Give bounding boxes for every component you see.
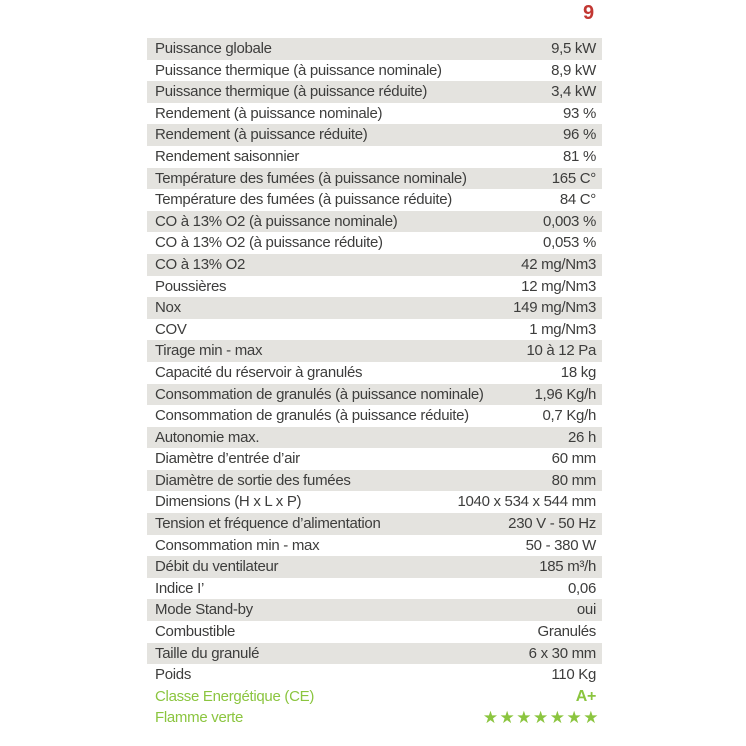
row-value: 1,96 Kg/h (534, 385, 596, 403)
table-row (147, 124, 602, 146)
row-value: 0,003 % (543, 212, 596, 230)
row-label: Mode Stand-by (155, 601, 253, 619)
row-value: Granulés (537, 623, 596, 641)
table-row (147, 578, 602, 600)
row-label: Poids (155, 666, 192, 684)
row-value: 165 C° (551, 169, 596, 187)
table-row (147, 513, 602, 535)
row-value: 0,06 (568, 579, 596, 597)
table-row (147, 362, 602, 384)
table-row (147, 470, 602, 492)
row-label: Température des fumées (à puissance réduite) (155, 191, 452, 209)
row-value: 10 à 12 Pa (526, 342, 596, 360)
row-label: Autonomie max. (155, 428, 260, 446)
table-row (147, 384, 602, 406)
row-value: 81 % (563, 147, 596, 165)
row-label: Classe Energétique (CE) (155, 687, 315, 705)
table-row (147, 427, 602, 449)
page-number: 9 (583, 2, 595, 24)
specifications-table (147, 38, 602, 729)
table-row (147, 319, 602, 341)
table-row (147, 643, 602, 665)
row-label: Flamme verte (155, 709, 244, 727)
row-label: Indice I’ (155, 579, 204, 597)
row-value: 1 mg/Nm3 (529, 320, 596, 338)
row-value: 96 % (563, 126, 596, 144)
table-row (147, 664, 602, 686)
table-row (147, 535, 602, 557)
table-row (147, 599, 602, 621)
row-label: Puissance thermique (à puissance réduite) (155, 83, 428, 101)
table-row (147, 232, 602, 254)
row-value: 6 x 30 mm (528, 644, 596, 662)
row-label: Consommation min - max (155, 536, 320, 554)
row-value: oui (576, 601, 596, 619)
table-row (147, 707, 602, 729)
row-label: Tirage min - max (155, 342, 263, 360)
table-row (147, 491, 602, 513)
row-value: 0,053 % (543, 234, 596, 252)
row-value: 110 Kg (551, 666, 596, 684)
table-row (147, 60, 602, 82)
table-row (147, 556, 602, 578)
table-row (147, 38, 602, 60)
row-value: 1040 x 534 x 544 mm (457, 493, 596, 511)
table-row (147, 448, 602, 470)
row-value: 0,7 Kg/h (542, 407, 596, 425)
row-label: Puissance thermique (à puissance nominale) (155, 61, 442, 79)
row-label: Taille du granulé (155, 644, 260, 662)
row-label: COV (155, 320, 187, 338)
table-row (147, 146, 602, 168)
row-label: CO à 13% O2 (à puissance réduite) (155, 234, 383, 252)
row-value: 42 mg/Nm3 (521, 255, 596, 273)
row-label: Combustible (155, 623, 236, 641)
table-row (147, 103, 602, 125)
table-row (147, 297, 602, 319)
row-value: 80 mm (551, 471, 596, 489)
row-value: 149 mg/Nm3 (513, 299, 596, 317)
row-value: 8,9 kW (551, 61, 596, 79)
row-label: Rendement (à puissance nominale) (155, 104, 383, 122)
row-value: 26 h (568, 428, 596, 446)
row-value: 60 mm (551, 450, 596, 468)
row-label: Rendement (à puissance réduite) (155, 126, 368, 144)
table-row (147, 81, 602, 103)
row-label: Consommation de granulés (à puissance réduite) (155, 407, 469, 425)
row-value: 185 m³/h (539, 558, 596, 576)
table-row (147, 621, 602, 643)
row-value: 84 C° (559, 191, 596, 209)
row-label: Dimensions (H x L x P) (155, 493, 302, 511)
row-value: A+ (575, 687, 596, 705)
row-value: 93 % (563, 104, 596, 122)
row-value: 9,5 kW (551, 40, 596, 57)
table-row (147, 276, 602, 298)
row-label: Débit du ventilateur (155, 558, 279, 576)
row-label: Température des fumées (à puissance nominale) (155, 169, 467, 187)
row-label: CO à 13% O2 (à puissance nominale) (155, 212, 398, 230)
table-row (147, 189, 602, 211)
table-row (147, 686, 602, 708)
row-label: Consommation de granulés (à puissance nominale) (155, 385, 484, 403)
table-row (147, 254, 602, 276)
row-label: Tension et fréquence d’alimentation (155, 515, 381, 533)
row-label: Puissance globale (155, 40, 272, 57)
row-value: 18 kg (560, 363, 596, 381)
table-row (147, 211, 602, 233)
row-label: Capacité du réservoir à granulés (155, 363, 363, 381)
row-label: Diamètre d’entrée d’air (155, 450, 300, 468)
row-value: 12 mg/Nm3 (521, 277, 596, 295)
table-row (147, 168, 602, 190)
table-row (147, 405, 602, 427)
row-value: 230 V - 50 Hz (508, 515, 596, 533)
row-label: Rendement saisonnier (155, 147, 300, 165)
flamme-verte-stars-icon: ★★★★★★★ (482, 708, 600, 728)
row-label: Diamètre de sortie des fumées (155, 471, 351, 489)
table-row (147, 340, 602, 362)
row-value: 3,4 kW (551, 83, 596, 101)
row-value: 50 - 380 W (525, 536, 596, 554)
row-label: CO à 13% O2 (155, 255, 246, 273)
row-label: Poussières (155, 277, 227, 295)
row-label: Nox (155, 299, 181, 317)
